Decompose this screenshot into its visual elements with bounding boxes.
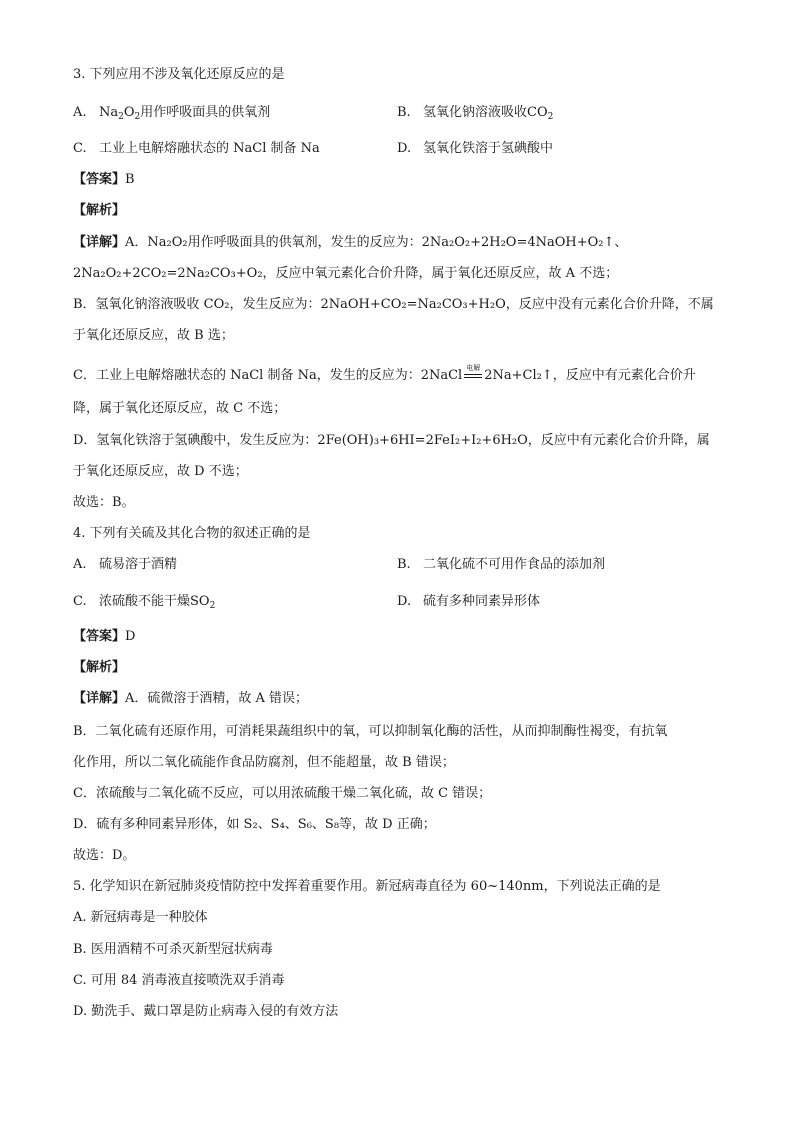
q3-detail-line-7: D．氢氧化铁溶于氢碘酸中，发生反应为：2Fe(OH)₃+6HI=2FeI₂+I₂+6H₂O，反应中有元素化合价升降，属 <box>73 433 710 448</box>
option-label: D. <box>397 594 412 609</box>
q3-option-b <box>397 104 553 122</box>
detail-tag: 【详解】 <box>73 235 126 250</box>
q4-detail-line-3: 化作用，所以二氧化硫能作食品防腐剂，但不能超量，故 B 错误； <box>73 755 455 770</box>
q4-analysis-tag: 【解析】 <box>73 660 126 675</box>
q3-option-a <box>73 104 270 122</box>
formula-na2o2: $Na_2O_2$ <box>99 105 141 122</box>
q3-detail-line-4: 于氧化还原反应，故 B 选； <box>73 328 234 343</box>
q4-conclusion: 故选：D。 <box>73 848 136 863</box>
q3-analysis-tag: 【解析】 <box>73 203 126 218</box>
q5-option-b: B. 医用酒精不可杀灭新型冠状病毒 <box>73 942 273 957</box>
detail-text: A．硫微溶于酒精，故 A 错误； <box>125 691 309 706</box>
formula-so2: $SO_2$ <box>190 594 216 611</box>
option-label: C. <box>73 141 87 156</box>
q5-stem: 5. 化学知识在新冠肺炎疫情防控中发挥着重要作用。新冠病毒直径为 60~140nm，下列说法正确的是 <box>73 879 661 894</box>
condition-label: 电解 <box>466 364 481 372</box>
option-label: D. <box>397 141 412 156</box>
option-label: C. <box>73 594 87 609</box>
q3-detail-line-6: 降，属于氧化还原反应，故 C 不选； <box>73 401 287 416</box>
detail-text: A．Na₂O₂用作呼吸面具的供氧剂，发生的反应为：2Na₂O₂+2H₂O=4NaOH+O₂↑、 <box>125 235 628 250</box>
q3-stem: 3. 下列应用不涉及氧化还原反应的是 <box>73 67 285 82</box>
formula-co2: $CO_2$ <box>527 105 554 122</box>
q4-answer <box>73 628 135 646</box>
q4-option-c <box>73 593 215 611</box>
option-text: 硫有多种同素异形体 <box>423 594 541 609</box>
q4-detail-line-5: D．硫有多种同素异形体，如 S₂、S₄、S₆、S₈等，故 D 正确； <box>73 817 436 832</box>
q3-detail-line-3: B．氢氧化钠溶液吸收 CO₂，发生反应为：2NaOH+CO₂=Na₂CO₃+H₂O，反应中没有元素化合价升降，不属 <box>73 297 714 312</box>
q4-stem: 4. 下列有关硫及其化合物的叙述正确的是 <box>73 526 311 541</box>
q3-detail-line-2: 2Na₂O₂+2CO₂=2Na₂CO₃+O₂，反应中氧元素化合价升降，属于氧化还原反应，故 A 不选； <box>73 266 619 281</box>
answer-tag: 【答案】 <box>73 629 126 644</box>
option-label: A. <box>73 105 87 120</box>
q4-detail-line-2: B．二氧化硫有还原作用，可消耗果蔬组织中的氧，可以抑制氧化酶的活性，从而抑制酶性褐变，有抗氧 <box>73 724 668 739</box>
q4-option-d <box>397 593 540 611</box>
q3-detail-line-1 <box>73 234 627 252</box>
q4-option-a <box>73 556 177 574</box>
q4-option-b <box>397 556 605 574</box>
q3-conclusion: 故选：B。 <box>73 495 135 510</box>
q4-detail-line-4: C．浓硫酸与二氧化硫不反应，可以用浓硫酸干燥二氧化硫，故 C 错误； <box>73 786 492 801</box>
q3-answer <box>73 171 135 189</box>
electrolysis-condition <box>462 364 484 385</box>
option-label: A. <box>73 557 87 572</box>
q3-option-d <box>397 140 553 158</box>
detail-tag: 【详解】 <box>73 691 126 706</box>
q5-option-c: C. 可用 84 消毒液直接喷洗双手消毒 <box>73 973 285 988</box>
q3-option-c <box>73 140 320 158</box>
option-text: 二氧化硫不可用作食品的添加剂 <box>423 557 606 572</box>
answer-value: B <box>125 172 135 187</box>
option-text: 浓硫酸不能干燥 <box>99 594 191 609</box>
option-label: B. <box>397 105 411 120</box>
option-text: 工业上电解熔融状态的 NaCl 制备 Na <box>99 141 320 156</box>
q5-option-a: A. 新冠病毒是一种胶体 <box>73 910 208 925</box>
option-text: 氢氧化钠溶液吸收 <box>423 105 528 120</box>
q4-detail-line-1 <box>73 690 308 708</box>
q3-detail-line-5 <box>73 364 696 385</box>
detail-text: 2Na+Cl₂↑，反应中有元素化合价升 <box>484 368 696 383</box>
q5-option-d: D. 勤洗手、戴口罩是防止病毒入侵的有效方法 <box>73 1004 339 1019</box>
option-label: B. <box>397 557 411 572</box>
option-text: 氢氧化铁溶于氢碘酸中 <box>423 141 554 156</box>
option-text: 硫易溶于酒精 <box>99 557 178 572</box>
answer-value: D <box>125 629 136 644</box>
detail-text: C．工业上电解熔融状态的 NaCl 制备 Na，发生的反应为：2NaCl <box>73 368 463 383</box>
option-text: 用作呼吸面具的供氧剂 <box>140 105 271 120</box>
q3-detail-line-8: 于氧化还原反应，故 D 不选； <box>73 464 248 479</box>
answer-tag: 【答案】 <box>73 172 126 187</box>
